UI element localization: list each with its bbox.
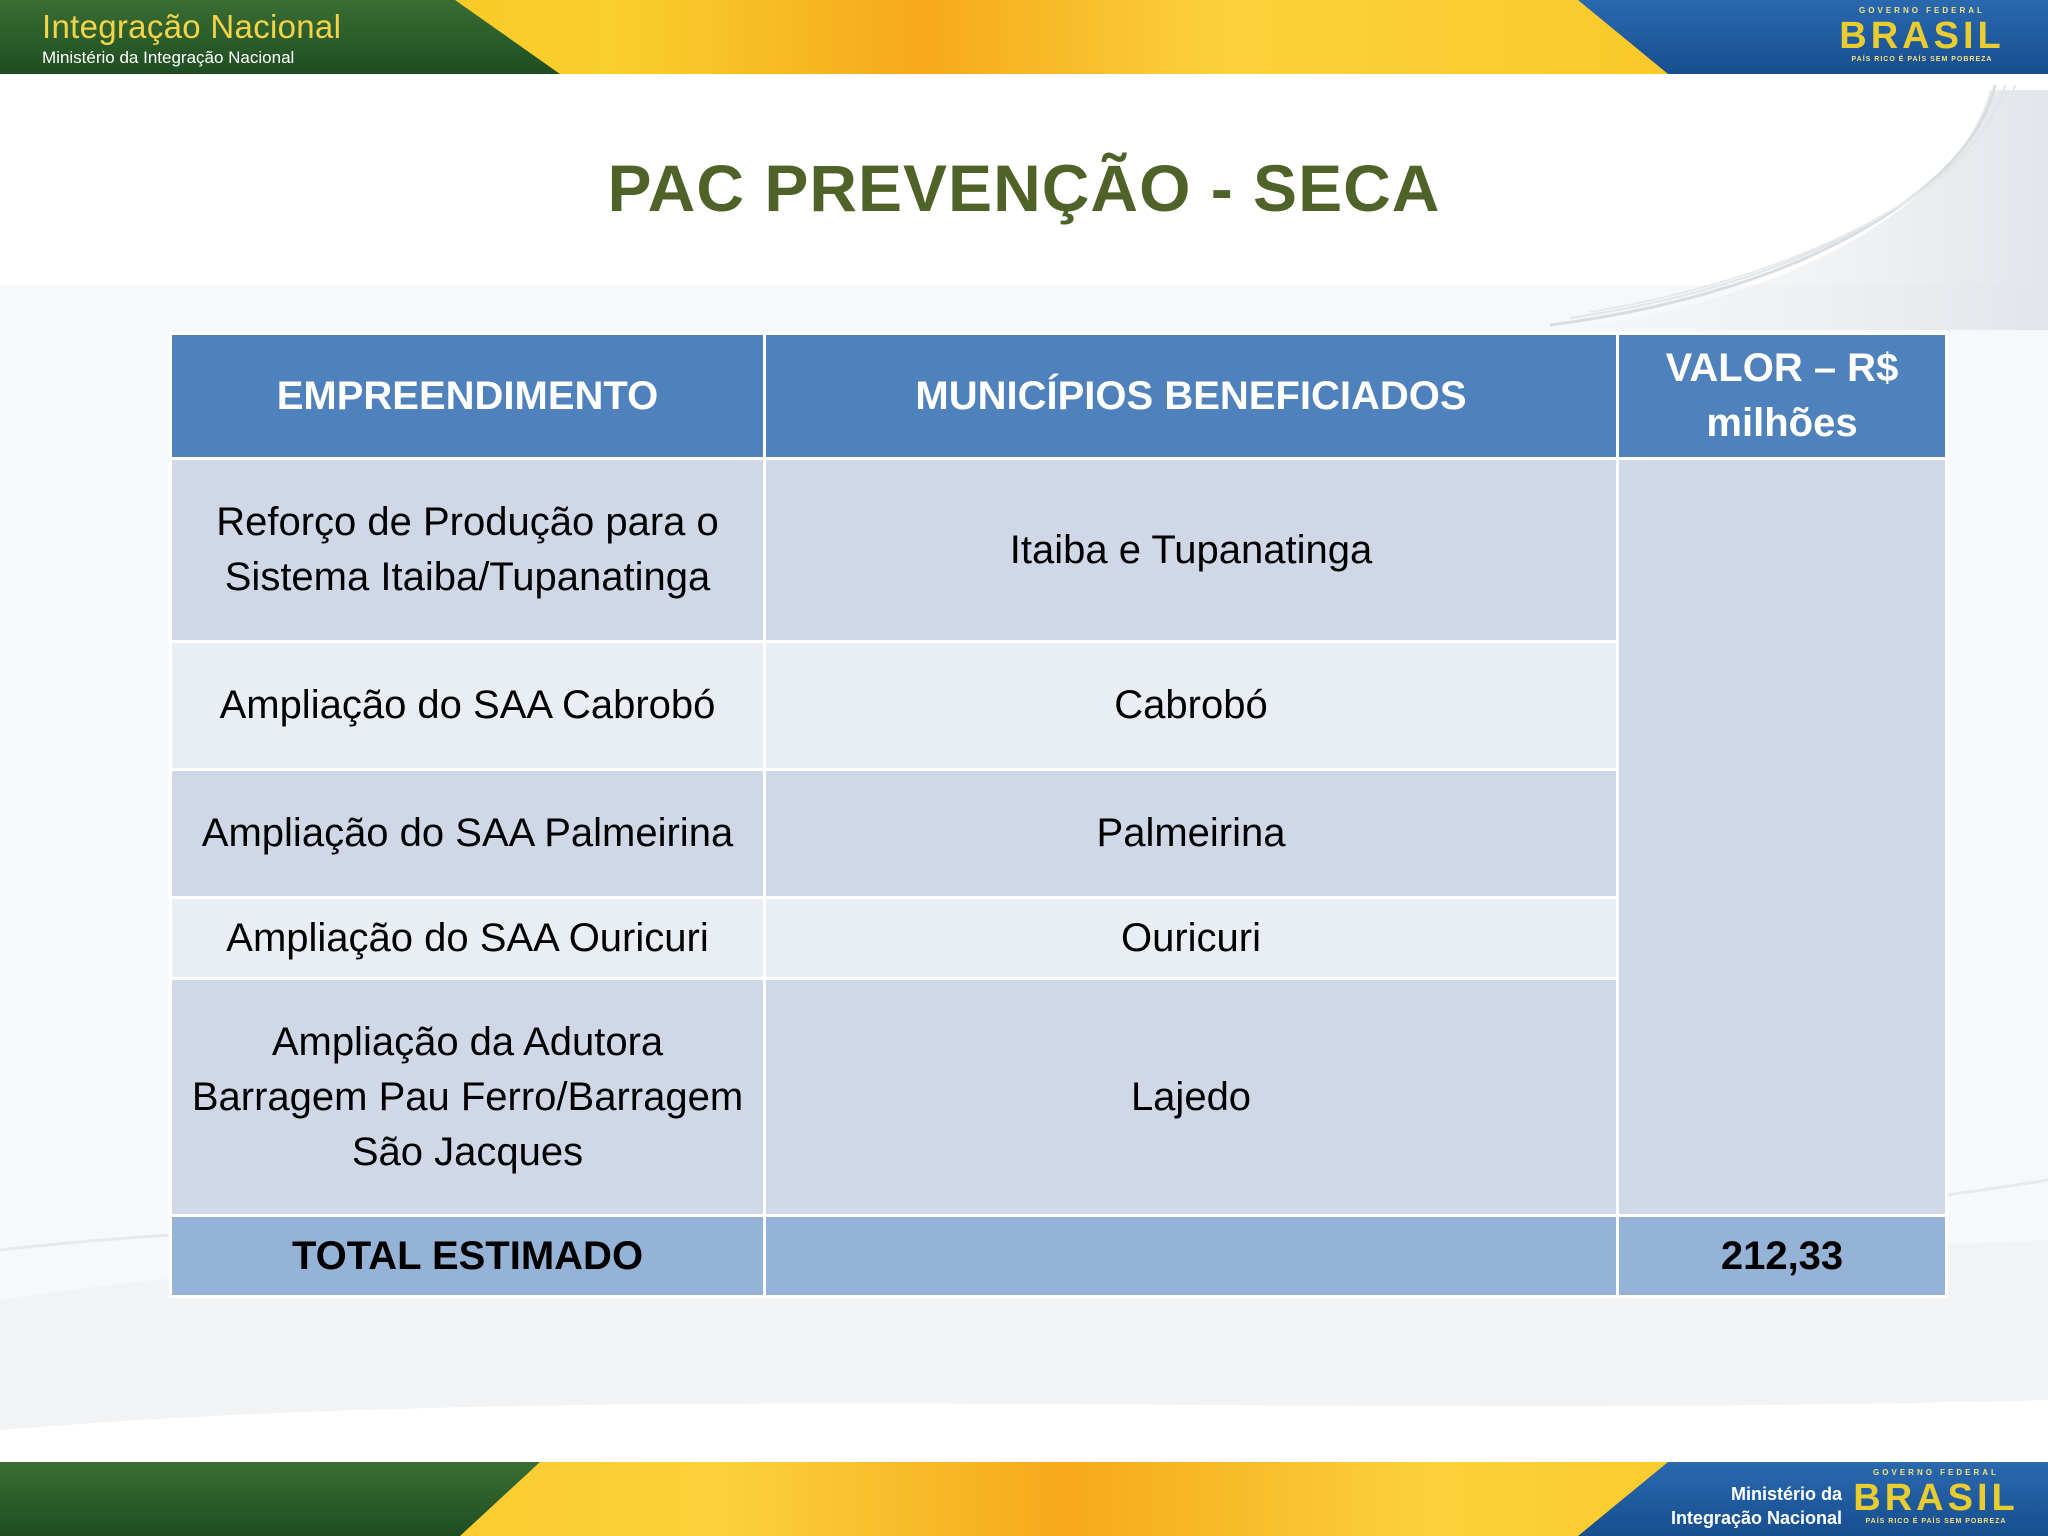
footer-logo-word: BRASIL: [1853, 1477, 2019, 1519]
cell-municipios: Palmeirina: [765, 770, 1618, 898]
logo-word: BRASIL: [1839, 15, 2005, 57]
cell-empreendimento: Ampliação do SAA Palmeirina: [171, 770, 765, 898]
footer-logo-top-text: GOVERNO FEDERAL: [1873, 1468, 1999, 1477]
table-row: [171, 459, 1947, 642]
total-value: 212,33: [1618, 1216, 1947, 1297]
logo-tagline: PAÍS RICO É PAÍS SEM POBREZA: [1851, 56, 1993, 63]
cell-valor-merged: [1618, 459, 1947, 1216]
total-empty-cell: [765, 1216, 1618, 1297]
investment-table: [169, 332, 1948, 1298]
cell-municipios: Lajedo: [765, 979, 1618, 1216]
total-label: TOTAL ESTIMADO: [171, 1216, 765, 1297]
brand-subtitle: Ministério da Integração Nacional: [42, 48, 295, 67]
cell-empreendimento: Ampliação da Adutora Barragem Pau Ferro/Barragem São Jacques: [171, 979, 765, 1216]
column-header-municipios: MUNICÍPIOS BENEFICIADOS: [765, 334, 1618, 459]
column-header-valor: VALOR – R$ milhões: [1618, 334, 1947, 459]
top-banner: [0, 0, 2048, 74]
footer-ministry-line2: Integração Nacional: [1670, 1508, 1842, 1528]
cell-empreendimento: Ampliação do SAA Cabrobó: [171, 642, 765, 770]
cell-municipios: Ouricuri: [765, 898, 1618, 979]
table-header-row: [171, 334, 1947, 459]
table-total-row: [171, 1216, 1947, 1297]
cell-municipios: Itaiba e Tupanatinga: [765, 459, 1618, 642]
column-header-empreendimento: EMPREENDIMENTO: [171, 334, 765, 459]
bottom-banner: [0, 1462, 2048, 1536]
brasil-logo: [1832, 6, 2012, 68]
cell-municipios: Cabrobó: [765, 642, 1618, 770]
footer-ministry: [1671, 1482, 1842, 1530]
page-title: PAC PREVENÇÃO - SECA: [607, 151, 1441, 225]
bottom-banner-green: [0, 1462, 580, 1536]
footer-logo-tagline: PAÍS RICO É PAÍS SEM POBREZA: [1865, 1518, 2007, 1525]
cell-empreendimento: Ampliação do SAA Ouricuri: [171, 898, 765, 979]
logo-top-text: GOVERNO FEDERAL: [1859, 6, 1985, 15]
brand-title: Integração Nacional: [42, 8, 342, 45]
cell-empreendimento: Reforço de Produção para o Sistema Itaiba/Tupanatinga: [171, 459, 765, 642]
footer-ministry-line1: Ministério da: [1730, 1484, 1842, 1504]
footer-brasil-logo: [1846, 1468, 2026, 1530]
